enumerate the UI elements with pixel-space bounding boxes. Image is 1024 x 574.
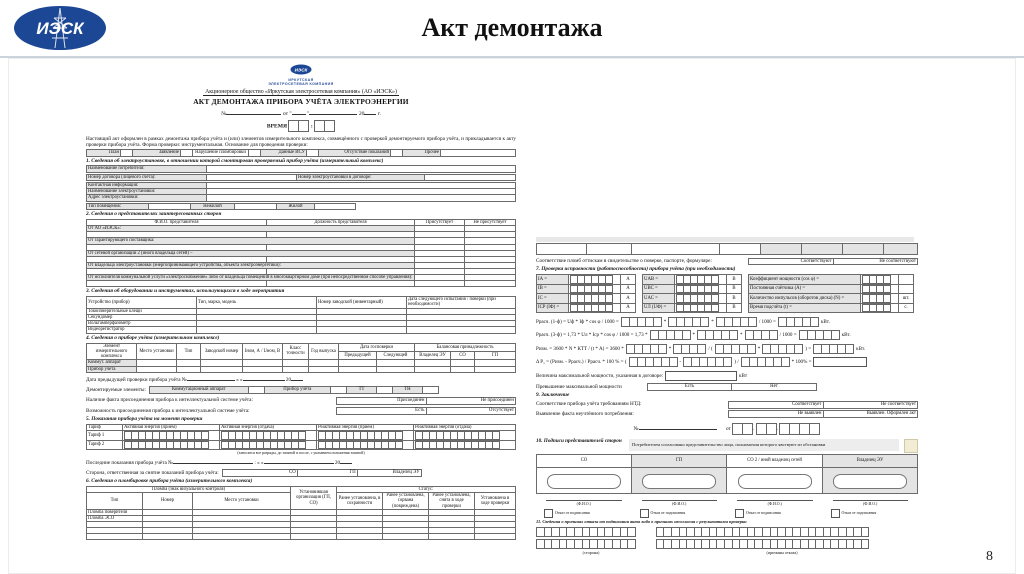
responsible-line: Сторона, ответственная за снятие показаний прибора учёта: СО ГП Владелец ЭУ bbox=[86, 469, 420, 476]
exceed-power-line: Превышение максимальной мощности Есть Нет bbox=[536, 383, 918, 391]
signature-area bbox=[642, 474, 716, 489]
doc-logo-icon bbox=[290, 64, 312, 75]
formula-3phase: Pрасч. (3-ф) = 1,73 * Uл * Iср * cos φ / 1000 = 1,73 * * * / 1000 = кВт. bbox=[536, 330, 918, 340]
basis-table: План Заявление Нарушение пломбировки Данные ИСУ Отсутствие показаний Прочее bbox=[86, 149, 516, 156]
section-1-title: 1. Сведения об электроустановке, в отношении которой смонтирован проверяемый прибор учёта (измерительный комплекс) bbox=[86, 157, 384, 164]
doc-number-line: № от " " 20 г. bbox=[221, 111, 381, 118]
unaccounted-strip: Не выявлен Выявлен. Оформлен акт bbox=[728, 410, 918, 418]
max-power-line: Величина максимальной мощности, указанная в договоре: кВт bbox=[536, 371, 918, 381]
consent-checkbox bbox=[904, 439, 918, 453]
s1-row-contract: Номер договора (лицевого счёта): Номер электроустановки в договоре: bbox=[86, 174, 516, 181]
slide-content-frame bbox=[8, 58, 1016, 574]
s7-voltages-table: UАВ = В UВС = В UАС = В UЛ (UФ) = В bbox=[642, 274, 742, 313]
ntd-strip: Соответствует Не соответствует bbox=[728, 401, 918, 409]
section-2-title: 2. Сведения о представителях заинтересованных сторон bbox=[86, 210, 222, 217]
responsible-strip: СО ГП Владелец ЭУ bbox=[222, 469, 422, 477]
refusal-boxes-row-1 bbox=[536, 527, 918, 537]
time-hours-box bbox=[288, 120, 309, 132]
s6-seals-table: Пломба (знак визуального контроля) Установившая организация (ГП, СО) Статус: Тип Номер Место установки Ранее установлена, в сохранности Ранее установлена, сорвана (повреждена) Ранее установлена, снята в ходе проверки Установлена в ходе проверки Пломба поверителя Пломба ЭСО bbox=[86, 486, 516, 541]
fio-row: (Ф.И.О.) Отказ от подписания (Ф.И.О.) Отказ от подписания (Ф.И.О.) Отказ от подписания (Ф.И.О.) Отказ от подписания bbox=[536, 494, 918, 518]
isu-fact-line: Наличие факта присоединения прибора к интеллектуальной системе учёта: Присоединён Не присоединён bbox=[86, 397, 514, 404]
doc-org-small-2: ЭЛЕКТРОСЕТЕВАЯ КОМПАНИЯ bbox=[268, 82, 334, 87]
section-7-title: 7. Проверка исправности (работоспособности) прибора учёта (при необходимости) bbox=[536, 266, 736, 273]
signatures-table: СО ГП СО 2 / иной владелец сетей Владелец ЭУ bbox=[536, 454, 918, 494]
doc-logo-text: ИЭСК bbox=[294, 67, 308, 73]
seals-table-continuation-band bbox=[536, 237, 914, 242]
slide-header bbox=[0, 0, 1024, 58]
formula-1phase: Pрасч. (1-ф) = Uф * Iф * cos φ / 1000 = * * / 1000 = кВт. bbox=[536, 317, 918, 327]
signature-area bbox=[833, 474, 907, 489]
document-page-1 bbox=[86, 61, 516, 571]
time-minutes-box bbox=[314, 120, 335, 132]
section-3-title: 3. Сведения об оборудовании и инструментах, использующихся в ходе мероприятия bbox=[86, 288, 285, 295]
signature-area bbox=[547, 474, 621, 489]
formula-measured-power: Pизм. = 3600 * N * КТТ / (t * A) = 3600 * * / ( * ) = кВт. bbox=[536, 344, 918, 354]
doc-logo-block bbox=[86, 61, 516, 87]
prev-check-line: Дата предыдущей проверки прибора учёта № « » 20 bbox=[86, 375, 516, 383]
section-5-title: 5. Показания прибора учёта на момент проверки bbox=[86, 416, 203, 423]
s5-readings-table: Тариф Активная энергия (приём) Активная энергия (отдача) Реактивная энергия (приём) Реактивная энергия (отдача) Тариф 1 Тариф 2 bbox=[86, 424, 516, 450]
s1-row-consumer: Наименование потребителя: bbox=[86, 165, 516, 172]
s5-note: (заносятся все разряды, до запятой и после, с указанием положения запятой) bbox=[237, 451, 365, 456]
seal-match-strip: Соответствуют Не соответствуют bbox=[748, 258, 918, 266]
isu-possibility-line: Возможность присоединения прибора к интеллектуальной системе учёта: Есть Отсутствует bbox=[86, 407, 514, 414]
doc-org-line: Акционерное общество «Иркутская электросетевая компания» (АО «ИЭСК») bbox=[205, 88, 397, 95]
slide-title: Акт демонтажа bbox=[421, 13, 603, 42]
isu-possibility-strip: Есть Отсутствует bbox=[336, 407, 516, 415]
s7-params-table: Коэффициент мощности (cos φ) = Постоянная счётчика (А) = Количество импульсов (оборотов диска) (N) = шт. Время подсчёта (t) = с. bbox=[748, 274, 914, 313]
signature-area bbox=[738, 474, 812, 489]
s7-currents-table: IА = А IВ = А IС = А IСР (IФ) = А bbox=[536, 274, 636, 313]
doc-title: АКТ ДЕМОНТАЖА ПРИБОРА УЧЁТА ЭЛЕКТРОЭНЕРГИИ bbox=[193, 97, 409, 107]
slide-page-number: 8 bbox=[986, 549, 993, 564]
doc-org-small-1: ИРКУТСКАЯ bbox=[288, 78, 314, 82]
s1-row-room-type: Тип помещения: Нежилой Жилой bbox=[86, 203, 356, 210]
isu-fact-strip: Присоединён Не присоединён bbox=[336, 397, 516, 405]
refusal-boxes-row-2 bbox=[536, 539, 918, 549]
seals-table-continuation-row bbox=[536, 243, 918, 255]
section-4-title: 4. Сведения о приборе учёта (измерительном комплексе) bbox=[86, 334, 220, 341]
dismantled-elements-line: Демонтируемые элементы: Коммутационный аппарат Прибор учёта ТТ ТН bbox=[86, 386, 516, 394]
s1-row-contact: Контактная информация: Наименование электроустановки: Адрес электроустановки: bbox=[86, 182, 516, 202]
consent-note: Потребителем согласовано представительство лица, полномочия которого явствуют из обстановки bbox=[629, 439, 899, 451]
act-number-line: № от . . bbox=[536, 423, 918, 435]
section-6-title: 6. Сведения о пломбировке прибора учёта (измерительного комплекса) bbox=[86, 478, 253, 485]
section-10-title: 10. Подписи представителей сторон bbox=[536, 438, 622, 445]
ntd-line: Соответствие прибора учёта требованиям НТД: Соответствует Не соответствует bbox=[536, 401, 916, 408]
document-page-2 bbox=[536, 237, 918, 569]
s4-meter-table: Элемент измерительного комплекса Место установки Тип Заводской номер Iном, А / Uном, В Класс точности Год выпуска Дата госповерки Балансовая принадлежность Предыдущей Следующей Владелец ЭУ СО ГП Коммут. аппарат Прибор учёта bbox=[86, 343, 516, 373]
last-readings-line: Последние показания прибора учёта № : « » 20 bbox=[86, 458, 516, 466]
unaccounted-line: Выявление факта неучтённого потребления: Не выявлен Выявлен. Оформлен акт bbox=[536, 410, 916, 417]
dismantled-strip: Коммутационный аппарат Прибор учёта ТТ ТН bbox=[149, 386, 439, 394]
doc-time-line: ВРЕМЯ : bbox=[86, 120, 516, 132]
section-11-title: 11. Сведения о причинах отказа от подписания акта либо о причинах несогласия с результатами проверки bbox=[536, 518, 747, 524]
formula-delta-p: Δ P₁ = (Pизм. - Pрасч.) / Pрасч. * 100 % = ( - ) / * 100% = bbox=[536, 357, 918, 367]
s2-representatives-table: Ф.И.О. представителя Должность представителя Присутствует Не присутствует От АО «ИЭСК»: От гарантирующего поставщика: От сетевой организации 2 (иного владельца сетей) – От владельца электроустановки (энергопринимающего устройства, объекта электроэнергетики): От исполнителя коммунальной услуги «электроснабжение» либо от владельца помещений в многоквартирном доме (при непосредственном способе управления): bbox=[86, 219, 516, 288]
refuse-checkbox bbox=[640, 509, 649, 518]
s7-measurements bbox=[536, 274, 918, 313]
doc-intro-paragraph: Настоящий акт оформлен в рамках демонтажа прибора учёта и (или) элементов измерительного комплекса, совмещённого с проверкой демонтируемого прибора учёта, и прикладывается к акту проверки прибора учёта. Форма проверки: инструментальная. Основание для проведения проверки: bbox=[86, 136, 516, 149]
section-9-title: 9. Заключение bbox=[536, 392, 570, 399]
refusal-labels: (сторона) (причины отказа) bbox=[582, 549, 798, 555]
s3-instruments-table: Устройство (прибор) Тип, марка, модель Номер заводской (инвентарный) Дата следующего испытания / поверки (при необходимости) Токоизмерительные клещи Секундомер Вольтамперфазометр Видеорегистратор bbox=[86, 296, 516, 334]
refuse-checkbox bbox=[544, 509, 553, 518]
seal-match-line: Соответствие пломб оттискам в свидетельстве о поверке, паспорте, формуляре: Соответствуют Не соответствуют bbox=[536, 258, 916, 265]
refuse-checkbox bbox=[831, 509, 840, 518]
refuse-checkbox bbox=[735, 509, 744, 518]
section-10-block bbox=[536, 439, 918, 453]
exceed-strip: Есть Нет bbox=[647, 383, 817, 391]
logo-text: ИЭСК bbox=[36, 19, 84, 38]
